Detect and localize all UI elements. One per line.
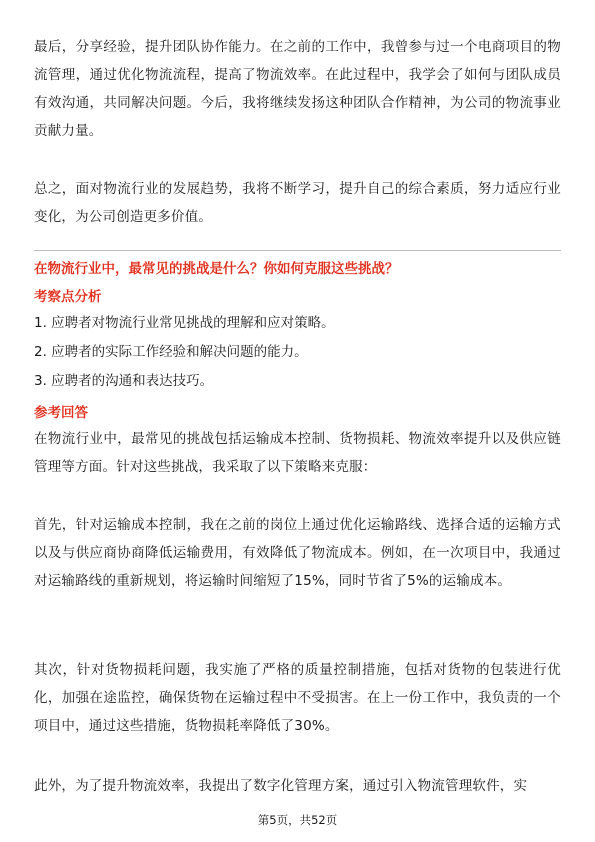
question-title: 在物流行业中，最常见的挑战是什么？你如何克服这些挑战？ [34, 261, 399, 277]
list-item: 2. 应聘者的实际工作经验和解决问题的能力。 [34, 344, 308, 360]
paragraph-summary: 总之，面对物流行业的发展趋势，我将不断学习，提升自己的综合素质，努力适应行业变化，为公司创造更多价值。 [34, 181, 561, 225]
analysis-heading: 考察点分析 [34, 289, 102, 305]
answer-paragraph-efficiency: 此外，为了提升物流效率，我提出了数字化管理方案，通过引入物流管理软件，实 [34, 778, 528, 794]
list-item: 3. 应聘者的沟通和表达技巧。 [34, 373, 214, 389]
list-item: 1. 应聘者对物流行业常见挑战的理解和应对策略。 [34, 315, 335, 331]
paragraph-teamwork: 最后，分享经验，提升团队协作能力。在之前的工作中，我曾参与过一个电商项目的物流管理，通过优化物流流程，提高了物流效率。在此过程中，我学会了如何与团队成员有效沟通，共同解决问题。今后，我将继续发扬这种团队合作精神，为公司的物流事业贡献力量。 [34, 39, 561, 139]
answer-paragraph-damage: 其次，针对货物损耗问题，我实施了严格的质量控制措施，包括对货物的包装进行优化，加强在途监控，确保货物在运输过程中不受损害。在上一份工作中，我负责的一个项目中，通过这些措施，货物损耗率降低了30%。 [34, 662, 561, 734]
page-number-footer: 第5页，共52页 [257, 813, 338, 827]
answer-paragraph-cost: 首先，针对运输成本控制，我在之前的岗位上通过优化运输路线、选择合适的运输方式以及与供应商协商降低运输费用，有效降低了物流成本。例如，在一次项目中，我通过对运输路线的重新规划，将运输时间缩短了15%，同时节省了5%的运输成本。 [34, 517, 561, 589]
answer-paragraph-intro: 在物流行业中，最常见的挑战包括运输成本控制、货物损耗、物流效率提升以及供应链管理等方面。针对这些挑战，我采取了以下策略来克服： [34, 431, 561, 475]
answer-heading: 参考回答 [34, 405, 88, 421]
section-divider [34, 250, 561, 251]
analysis-list [34, 309, 335, 396]
